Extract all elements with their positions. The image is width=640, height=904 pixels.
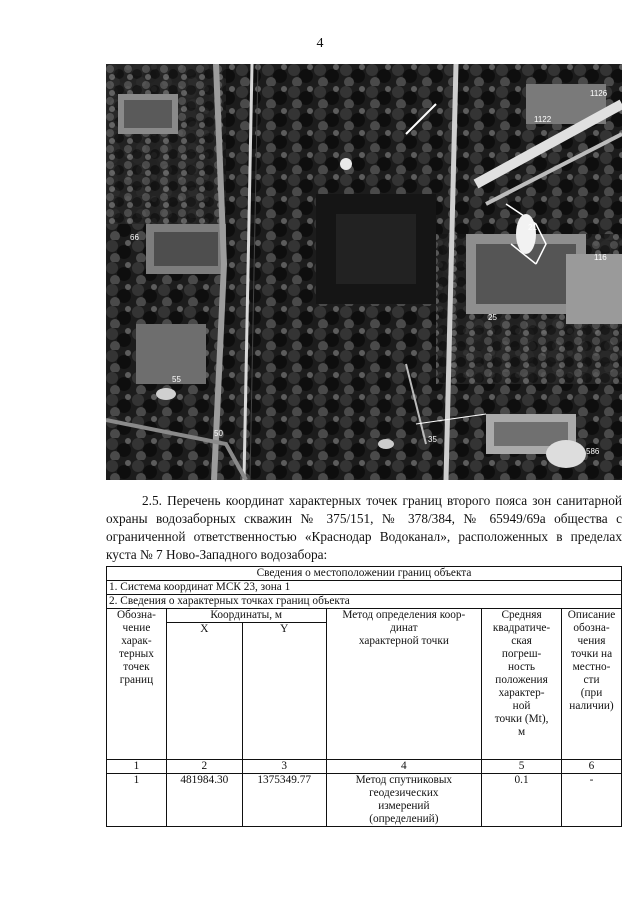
parcel-label-66: 66	[130, 233, 139, 242]
col-number-4: 4	[326, 760, 482, 774]
point-label-35: 35	[428, 435, 437, 444]
cell-y: 1375349.77	[242, 774, 326, 827]
header-coordinates: Координаты, м	[166, 609, 326, 623]
cell-point: 1	[107, 774, 167, 827]
table-title-row	[107, 567, 622, 581]
parcel-label-116: 116	[594, 253, 607, 262]
parcel-label-1122: 1122	[534, 115, 552, 124]
table-title: Сведения о местоположении границ объекта	[107, 567, 622, 581]
table-header-row	[107, 609, 622, 623]
cell-x: 481984.30	[166, 774, 242, 827]
parcel-label-55: 55	[172, 375, 181, 384]
header-y: Y	[242, 623, 326, 760]
header-point: Обозна- чение харак- терных точек границ	[107, 609, 167, 760]
table-numbering-row	[107, 760, 622, 774]
point-label-50: 50	[214, 429, 223, 438]
map-image	[106, 64, 622, 480]
header-x: X	[166, 623, 242, 760]
col-number-6: 6	[562, 760, 622, 774]
page-number: 4	[316, 36, 324, 51]
col-number-5: 5	[482, 760, 562, 774]
header-method: Метод определения коор- динат характерной точки	[326, 609, 482, 760]
section-paragraph: 2.5. Перечень координат характерных точек границ второго пояса зон санитарной охраны водозаборных скважин № 375/151, № 378/384, № 65949/69а общества с ограниченной ответственностью «Краснодар Водоканал», расположенных в пределах куста № 7 Ново-Западного водозабора:	[106, 493, 622, 562]
header-description: Описание обозна- чения точки на местно- сти (при наличии)	[562, 609, 622, 760]
col-number-1: 1	[107, 760, 167, 774]
parcel-label-586: 586	[586, 447, 600, 456]
table-system-row	[107, 581, 622, 595]
cell-description: -	[562, 774, 622, 827]
table-row	[107, 774, 622, 827]
coordinate-system: 1. Система координат МСК 23, зона 1	[107, 581, 622, 595]
parcel-label-1126: 1126	[590, 89, 608, 98]
header-accuracy: Средняя квадратиче- ская погреш- ность положения характер- ной точки (Mt), м	[482, 609, 562, 760]
cell-accuracy: 0.1	[482, 774, 562, 827]
point-label-21: 21	[528, 223, 537, 232]
parcel-label-25: 25	[488, 313, 497, 322]
coordinates-table	[106, 566, 622, 827]
aerial-photo-map	[106, 64, 622, 480]
cell-method: Метод спутниковых геодезических измерений (определений)	[326, 774, 482, 827]
table-section-row	[107, 595, 622, 609]
section-title: 2. Сведения о характерных точках границ объекта	[107, 595, 622, 609]
col-number-2: 2	[166, 760, 242, 774]
col-number-3: 3	[242, 760, 326, 774]
